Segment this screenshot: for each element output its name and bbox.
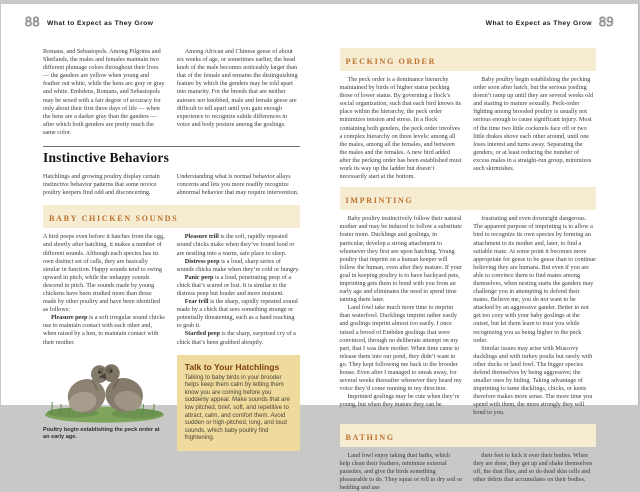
subsection-heading: BATHING [345,432,395,442]
running-title-right: What to Expect as They Grow [485,19,592,27]
book-spread [1,4,639,491]
sound-definition: Pleasure trill is the soft, rapidly repeated sound chicks make when they’ve found food or are nestling into a warm, safe place to sleep. [176,233,295,257]
body-paragraph: Hatchlings and growing poultry display certain instinctive behavior patterns that some novice poultry keepers find odd and disconcerting. [43,173,160,197]
talk-to-hatchlings-box [177,355,300,451]
page-right [320,4,639,491]
body-paragraph: Baby poultry instinctively follow their natural mother and may be induced to follow a substitute foster mom. Ducklings and goslings, in particular, develop a strong attachment to whomever they first see upon hatching. Young poultry that imprint on a human keeper will follow the human, even after they mature. If your goal in keeping poultry is to have backyard pets, imprinting gets them to bond with you from an early age and eliminates the need to spend time taming them later. [339,215,462,304]
body-paragraph: Land fowl enjoy taking dust baths, which help clean their feathers, minimize external parasites, and give the birds something pleasurable to do. They squat or roll in dry soil or bedding and use [339,451,463,491]
body-paragraph: their feet to kick it over their bodies. When they are done, they get up and shake themselves off, the dust flies, and so do dead skin cells and other debris that accumulates on their bodies. [473,451,593,483]
running-head-right [486,16,614,30]
body-paragraph: Land fowl take much more time to imprint than waterfowl. Ducklings imprint rather easily and goslings imprint almost too easily. I once raised a brood of Embden goslings that were convinced, through no deliberate attempt on my part, that I was their mother. When time came to release them into our pond, they didn’t want to go. They kept following me back to the brooder house. Even after I managed to sneak away, for several weeks thereafter whenever they heard my voice they’d come running in my direction. [339,304,462,393]
subsection-heading: IMPRINTING [345,196,414,206]
body-paragraph: Imprinted goslings may be cute when they’re young, but when they mature they can be [339,393,460,409]
sound-definition: Pleasure peep is a soft irregular sound chicks use to maintain contact with each other and, when raised by a hen, to maintain contact with their mother. [43,314,165,346]
subsection-bar [340,424,597,447]
imprinting-section [340,215,597,417]
sound-definition: Distress peep is a loud, sharp series of sounds chicks make when they’re cold or hungry. [176,257,300,273]
bathing-section [340,452,597,492]
pecking-order-section [340,76,597,181]
section-intro [43,173,300,197]
sound-definition: Startled peep is the sharp, surprised cry of a chick that’s been grabbed abruptly. [176,330,296,346]
body-paragraph: frustrating and even downright dangerous. The apparent purpose of imprinting is to allow a bird to recognize its own species by forming an attachment to its mother and, later, to find a suitable mate. At some point it becomes more appropriate for geese to be geese than to continue believing they are humans. But even if you are able to convince them to find mates among themselves, when nesting starts the ganders may challenge you in attempting to defend their mates. Believe me, you do not want to be attacked by an aggressive gander. Better to not get too cozy with your baby goslings at the outset, but let them learn to trust you while recognizing you as being higher in the peck order. [473,215,596,344]
section-heading: Instinctive Behaviors [43,150,170,166]
subsection-heading: PECKING ORDER [345,57,437,66]
running-title-left: What to Expect as They Grow [47,19,154,27]
subsection-bar [340,187,597,210]
photo-caption: Poultry begin establishing the peck order at an early age. [43,426,160,440]
talk-box-body: Talking to baby birds in your brooder helps keep them calm by letting them know you are coming before you suddenly appear. Make sounds that are low pitched, brief, soft, and repetitive to attract, calm, and comfort them. Avoid sudden or high-pitched, long, and loud sounds, which baby poultry find frightening. [184,374,290,442]
definition-list-col2 [177,233,300,346]
body-paragraph: Understanding what is normal behavior allays concerns and lets you more readily recognize abnormal behavior that may require intervention. [176,173,299,197]
sounds-section [43,233,300,451]
running-head-left [25,16,153,30]
sound-definition: Panic peep is a loud, penetrating peep of a chick that’s scared or lost. It is similar to the distress peep but louder and more insistent. [176,273,292,297]
goslings-photo [43,352,166,441]
definition-list-col1 [43,314,166,346]
body-paragraph: Baby poultry begin establishing the pecking order soon after hatch, but the serious jostling doesn’t ramp up until they are several weeks old and starting to mature sexually. Peck-order fighting among brooded poultry is usually not serious enough to cause significant injury. Most of the time two little cockerels face off or two little drakes shove each other around, until one loses interest and turns away. Separating the genders, or at least reducing the number of excess males in a straight-run group, minimizes such skirmishes. [473,76,594,173]
page-left [1,4,320,442]
goslings-illustration [43,352,166,424]
subsection-heading: BABY CHICKEN SOUNDS [49,214,179,224]
page-right-content [340,18,597,492]
subsection-bar [43,205,300,228]
continuation-text [43,48,300,137]
body-paragraph: The peck order is a dominance hierarchy maintained by birds of higher status pecking those of lower status. By governing a flock’s social organization, such that each bird knows its place within the hierarchy, the peck order minimizes tension and stress. In a flock containing both genders, the peck order involves a complex hierarchy on three levels: among all the males, among all the females, and between the males and the females. A new bird added after the pecking order has been established must work its way up the ladder but doesn’t necessarily start at the bottom. [339,76,462,181]
body-paragraph: Similar issues may arise with Muscovy ducklings and with turkey poults but rarely with other ducks or land fowl. The bigger species defend themselves by being aggressive; the smaller ones by hiding. Taking advantage of imprinting to tame ducklings, chicks, or keets therefore makes more sense. The more time you spend with them, the more strongly they will bond to you. [473,344,593,417]
page-left-content [43,18,300,451]
body-paragraph: Among African and Chinese geese of about six weeks of age, or sometimes earlier, the head knob of the male becomes noticeably larger than that of the female and remains the distinguishing feature by which the genders may be told apart into maturity. For the breeds that are neither autosex nor knobbed, male and female geese are difficult to tell apart until you gain enough experience to recognize subtle differences in voice and body posture among the goslings. [176,48,298,128]
subsection-bar [340,48,597,71]
sound-definition: Fear trill is the sharp, rapidly repeated sound made by a chick that sees something strange or potentially threatening, such as a hand reaching to grab it. [176,298,298,330]
section-rule [43,146,300,147]
body-paragraph: Romans, and Sebastopols. Among Pilgrims and Shetlands, the males and females maintain two different plumage colors throughout their lives — the ganders are yellow when young and feather out white, while the hens are gray or gray and white. Embdens, Romans, and Sebastopols may be sexed with a fair degree of accuracy for only about their first three days of life — when the hens are a darker gray than the ganders — after which both genders are pretty much the same color. [43,48,165,136]
page-number-left: 88 [25,15,40,30]
page-number-right: 89 [599,15,614,30]
talk-box-title: Talk to Your Hatchlings [184,361,280,372]
body-paragraph: A bird peeps even before it hatches from the egg, and shortly after hatching, it makes a number of different sounds. Although each species has its own distinct set of calls, they are basically similar in function. Happy sounds tend to swing upward in pitch, while the unhappy sounds descend in pitch. The sounds made by young chickens have been studied more than those made by other poultry and have been identified as follows: [43,233,165,314]
